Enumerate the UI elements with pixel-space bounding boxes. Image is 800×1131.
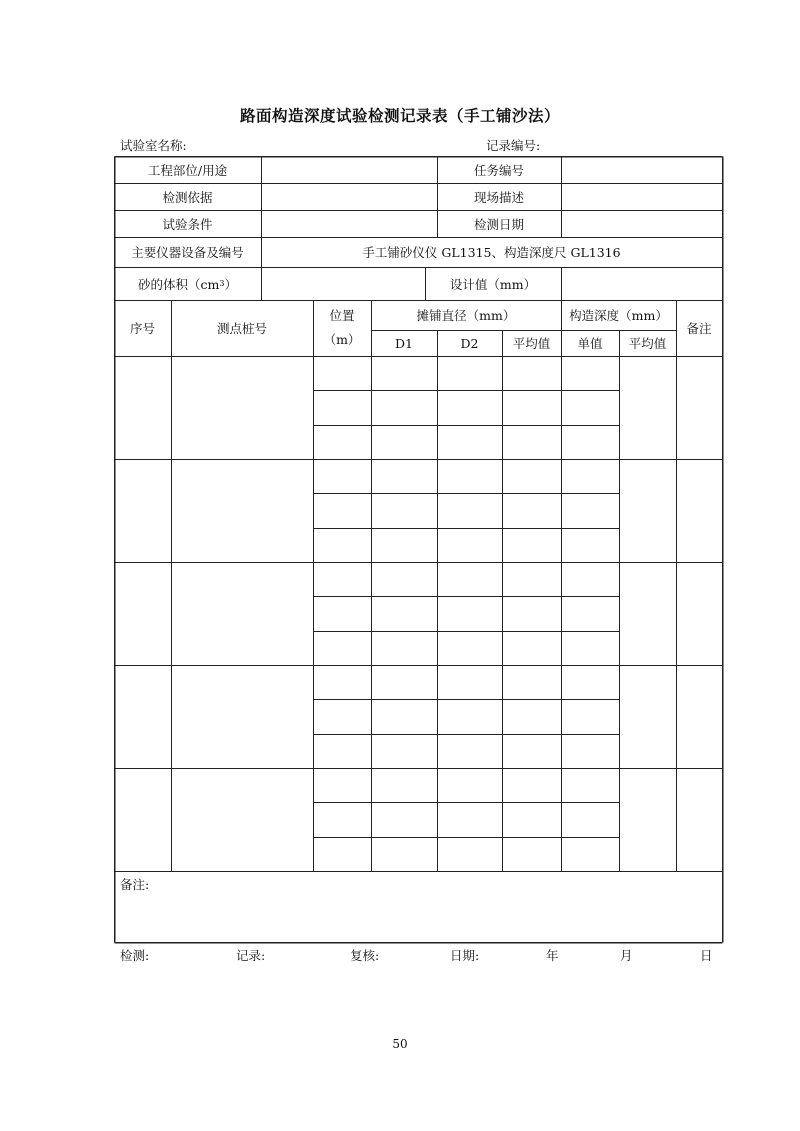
- col-remarks-header: 备注: [686, 321, 712, 336]
- site-desc-value[interactable]: [561, 183, 722, 210]
- record-no-label: 记录编号:: [486, 138, 541, 153]
- sand-volume-label-pre: 砂的体积（cm: [138, 276, 220, 292]
- col-position-header: [313, 300, 371, 356]
- col-station-header: 测点桩号: [216, 321, 267, 336]
- sand-volume-sup: 3: [219, 279, 225, 288]
- design-value-value[interactable]: [561, 267, 722, 300]
- footer-reviewer: 复核:: [350, 948, 380, 963]
- footer-date: 日期:: [450, 948, 480, 963]
- task-no-label: 任务编号: [473, 162, 524, 178]
- lab-name-label: 试验室名称:: [120, 138, 187, 153]
- col-depth-single-header: 单值: [577, 336, 603, 351]
- col-diameter-header: 摊铺直径（mm）: [416, 308, 516, 323]
- footer-tester: 检测:: [120, 948, 150, 963]
- design-value-label: 设计值（mm）: [449, 276, 537, 292]
- site-desc-label: 现场描述: [473, 189, 524, 205]
- project-part-label: 工程部位/用途: [147, 162, 228, 178]
- col-position-line2: （m）: [323, 332, 361, 347]
- col-position-line1: 位置: [329, 308, 355, 323]
- col-diameter-avg-header: 平均值: [512, 336, 551, 351]
- conditions-value[interactable]: [261, 210, 437, 237]
- sand-volume-value[interactable]: [261, 267, 425, 300]
- col-seq-header: 序号: [129, 321, 155, 336]
- remarks-area[interactable]: [114, 870, 722, 942]
- task-no-value[interactable]: [561, 156, 722, 183]
- equipment-label: 主要仪器设备及编号: [131, 245, 244, 260]
- col-d1-header: D1: [395, 335, 413, 351]
- form-title: 路面构造深度试验检测记录表（手工铺沙法）: [239, 106, 560, 125]
- footer-month: 月: [620, 948, 633, 963]
- basis-value[interactable]: [261, 183, 437, 210]
- footer-recorder: 记录:: [236, 948, 266, 963]
- sand-volume-label-post: ）: [224, 276, 237, 292]
- col-depth-avg-header: 平均值: [628, 336, 667, 351]
- page-number: 50: [392, 1037, 408, 1051]
- col-d2-header: D2: [460, 335, 479, 351]
- remarks-label: 备注:: [120, 877, 150, 892]
- sand-volume-label: [114, 267, 261, 300]
- test-date-label: 检测日期: [473, 216, 524, 232]
- conditions-label: 试验条件: [162, 216, 213, 232]
- col-depth-header: 构造深度（mm）: [569, 308, 668, 323]
- basis-label: 检测依据: [162, 189, 213, 205]
- footer-day: 日: [700, 948, 713, 963]
- project-part-value[interactable]: [261, 156, 437, 183]
- equipment-value: 手工铺砂仪仪 GL1315、构造深度尺 GL1316: [362, 245, 621, 260]
- test-date-value[interactable]: [561, 210, 722, 237]
- footer-year: 年: [546, 948, 559, 963]
